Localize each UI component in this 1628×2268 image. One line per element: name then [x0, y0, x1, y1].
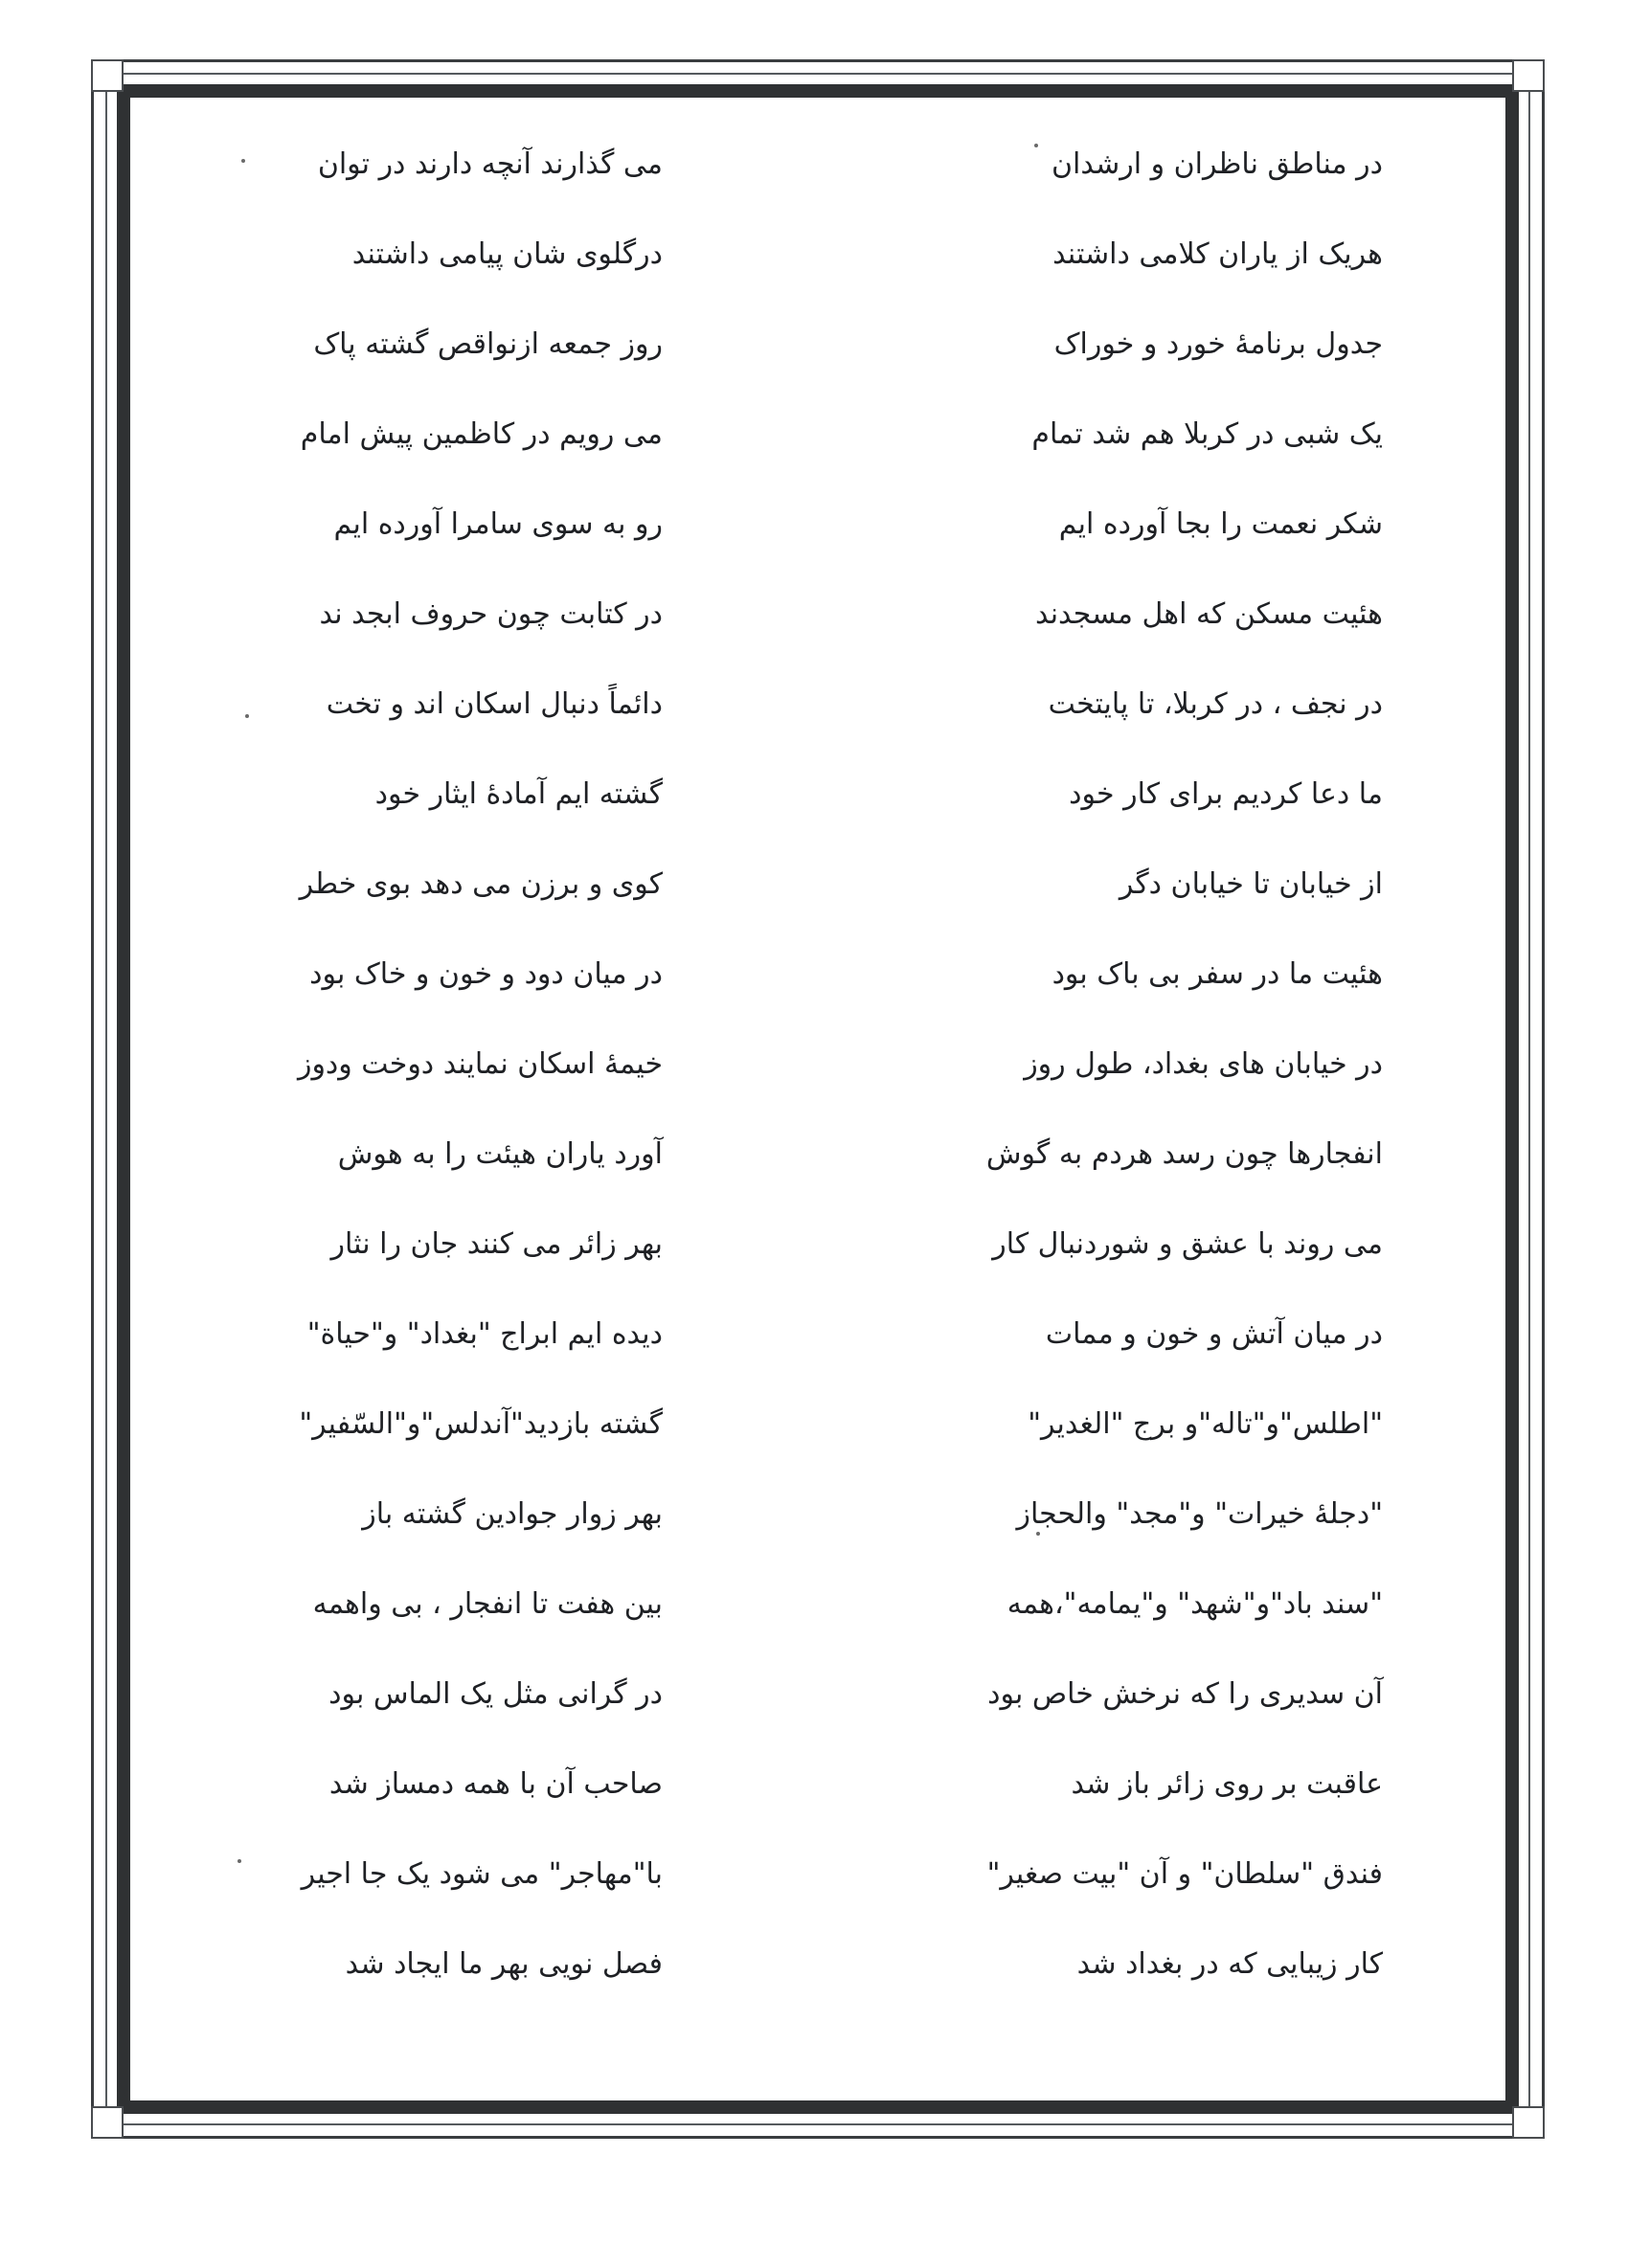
border-corner-top-left [91, 59, 124, 92]
verse-row [130, 496, 1505, 553]
verse-second-hemistich: در کتابت چون حروف ابجد ند [319, 597, 663, 631]
verse-first-hemistich: در مناطق ناظران و ارشدان [1051, 147, 1383, 181]
verse-second-hemistich: با"مهاجر" می شود یک جا اجیر [301, 1857, 663, 1891]
verse-second-hemistich: فصل نویی بهر ما ایجاد شد [345, 1947, 663, 1981]
verse-row [130, 1846, 1505, 1903]
verse-row [130, 856, 1505, 913]
verse-row [130, 316, 1505, 373]
verse-first-hemistich: از خیابان تا خیابان دگر [1119, 867, 1383, 901]
verse-second-hemistich: می رویم در کاظمین پیش امام [300, 417, 663, 451]
verse-second-hemistich: آورد یاران هیئت را به هوش [337, 1137, 663, 1171]
verse-first-hemistich: "دجلهٔ خیرات" و"مجد" والحجاز [1016, 1497, 1383, 1531]
verse-first-hemistich: فندق "سلطان" و آن "بیت صغیر" [986, 1857, 1383, 1891]
verse-first-hemistich: شکر نعمت را بجا آورده ایم [1058, 507, 1383, 541]
verse-row [130, 1936, 1505, 1993]
verse-row [130, 406, 1505, 463]
verse-row [130, 676, 1505, 733]
verse-second-hemistich: گشته بازدید"آندلس"و"السّفیر" [299, 1407, 663, 1441]
verse-second-hemistich: روز جمعه ازنواقص گشته پاک [313, 327, 663, 361]
verse-first-hemistich: انفجارها چون رسد هردم به گوش [985, 1137, 1383, 1171]
verse-row [130, 1396, 1505, 1453]
verse-second-hemistich: می گذارند آنچه دارند در توان [317, 147, 663, 181]
verse-first-hemistich: هریک از یاران کلامی داشتند [1052, 237, 1383, 271]
border-corner-top-right [1512, 59, 1545, 92]
verse-first-hemistich: در میان آتش و خون و ممات [1045, 1317, 1383, 1351]
verse-row [130, 1666, 1505, 1723]
verse-second-hemistich: دیده ایم ابراج "بغداد" و"حیاة" [306, 1317, 663, 1351]
verse-row [130, 1036, 1505, 1093]
verse-second-hemistich: رو به سوی سامرا آورده ایم [333, 507, 663, 541]
verse-second-hemistich: بهر زوار جوادین گشته باز [362, 1497, 663, 1531]
verse-first-hemistich: کار زیبایی که در بغداد شد [1076, 1947, 1383, 1981]
verse-first-hemistich: "اطلس"و"تاله"و برج "الغدیر" [1028, 1407, 1383, 1441]
verse-row [130, 226, 1505, 283]
verse-second-hemistich: صاحب آن با همه دمساز شد [328, 1767, 663, 1801]
verse-first-hemistich: جدول برنامهٔ خورد و خوراک [1053, 327, 1383, 361]
verse-row [130, 946, 1505, 1003]
verse-row [130, 1216, 1505, 1273]
verse-row [130, 1306, 1505, 1363]
verse-second-hemistich: خیمهٔ اسکان نمایند دوخت ودوز [297, 1047, 663, 1081]
verse-first-hemistich: هئیت مسکن که اهل مسجدند [1034, 597, 1383, 631]
verse-second-hemistich: درگلوی شان پیامی داشتند [351, 237, 663, 271]
border-corner-bottom-left [91, 2106, 124, 2139]
verse-row [130, 766, 1505, 823]
verse-row [130, 586, 1505, 643]
verse-second-hemistich: در گرانی مثل یک الماس بود [328, 1677, 663, 1711]
verse-row [130, 1486, 1505, 1543]
verse-first-hemistich: عاقبت بر روی زائر باز شد [1071, 1767, 1383, 1801]
verse-row [130, 1756, 1505, 1813]
verse-first-hemistich: "سند باد"و"شهد" و"یمامه"،همه [1006, 1587, 1383, 1621]
verse-second-hemistich: در میان دود و خون و خاک بود [309, 957, 663, 991]
verse-second-hemistich: گشته ایم آمادهٔ ایثار خود [374, 777, 663, 811]
verse-first-hemistich: هئیت ما در سفر بی باک بود [1051, 957, 1383, 991]
poem-body [130, 98, 1505, 2100]
border-corner-bottom-right [1512, 2106, 1545, 2139]
verse-second-hemistich: دائماً دنبال اسکان اند و تخت [326, 687, 663, 721]
verse-first-hemistich: یک شبی در کربلا هم شد تمام [1031, 417, 1383, 451]
verse-second-hemistich: کوی و برزن می دهد بوی خطر [299, 867, 663, 901]
verse-row [130, 1576, 1505, 1633]
verse-row [130, 136, 1505, 193]
verse-row [130, 1126, 1505, 1183]
verse-second-hemistich: بین هفت تا انفجار ، بی واهمه [312, 1587, 663, 1621]
verse-first-hemistich: در خیابان های بغداد، طول روز [1024, 1047, 1383, 1081]
verse-first-hemistich: می روند با عشق و شوردنبال کار [992, 1227, 1383, 1261]
verse-first-hemistich: در نجف ، در کربلا، تا پایتخت [1048, 687, 1383, 721]
verse-first-hemistich: ما دعا کردیم برای کار خود [1069, 777, 1383, 811]
verse-first-hemistich: آن سدیری را که نرخش خاص بود [987, 1677, 1383, 1711]
verse-second-hemistich: بهر زائر می کنند جان را نثار [330, 1227, 663, 1261]
